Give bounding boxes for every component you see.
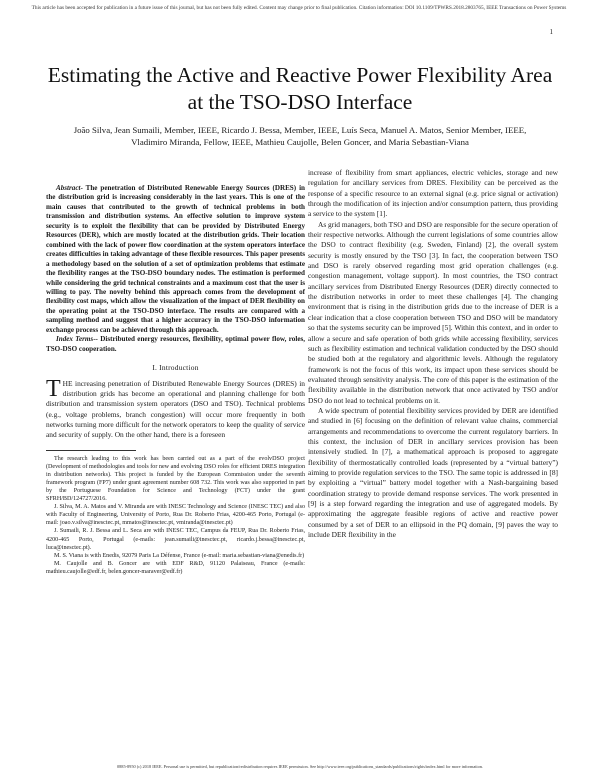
author-list: João Silva, Jean Sumaili, Member, IEEE, Ricardo J. Bessa, Member, IEEE, Luís Seca, Manuel A. Matos, Senior Member, IEEE, Vladimiro Miranda, Fellow, IEEE, Mathieu Caujolle, Belen Goncer, and Maria Sebastian-Viana	[73, 125, 527, 147]
index-terms-text: -- Distributed energy resources, flexibility, optimal power flow, roles, TSO-DSO cooperation.	[46, 335, 305, 353]
index-terms	[46, 335, 305, 354]
intro-text: HE increasing penetration of Distributed Renewable Energy Sources (DRES) in distribution grids has become an operational and planning challenge for both distribution and transmission system operators (DSO and TSO). Technical problems (e.g., voltage problems, branch congestion) will occur more frequently in both networks turning more difficult for the network operators to keep the quality of service and security of supply. On the other hand, there is a foreseen	[46, 378, 305, 440]
body-paragraph: A wide spectrum of potential flexibility services provided by DER are identified and studied in [6] focusing on the definition of relevant value chains, commercial arrangements and recommendations to overcome the current regulatory barriers. In this context, the inclusion of DER in ancillary services provision has been intensively studied. In [7], a mathematical approach is proposed to aggregate flexibility of thermostatically controlled loads (represented by a “virtual battery”) aiming to provide regulation services to the TSO. The same topic is addressed in [8] by exploiting a “virtual” battery model together with a Nash-bargaining based coordination strategy to provide demand response services. The work presented in [9] is a step forward regarding the integration and use of aggregated models. By approximating the aggregate feasible regions of active and reactive power consumed by a set of DER to an ellipsoid in the PQ domain, [9] paves the way to include DER flexibility in the	[308, 405, 558, 540]
drop-cap: T	[46, 375, 61, 402]
footnotes	[46, 455, 305, 576]
right-column	[308, 168, 558, 540]
footnote-rule	[46, 450, 136, 451]
page-number: 1	[549, 28, 553, 36]
section-heading-introduction: I. Introduction	[152, 363, 199, 373]
footnote: M. Caujolle and B. Goncer are with EDF R&D, 91120 Palaiseau, France (e-mails: mathieu.caujolle@edf.fr, belen.goncer-maraver@edf.fr)	[46, 560, 305, 575]
index-terms-lead: Index Terms	[56, 335, 94, 344]
paper-title: Estimating the Active and Reactive Power Flexibility Area at the TSO-DSO Interface	[47, 63, 553, 114]
body-paragraph: As grid managers, both TSO and DSO are responsible for the secure operation of their respective networks. Although the current legislations of some countries allow the DSO to contract flexibility (e.g. Sweden, Finland) [2], the overall system security is mostly ensured by the TSO [3]. In fact, the cooperation between TSO and DSO is rarely observed regarding most grid operation challenges (e.g. congestion management, voltage support). In most countries, the TSO contract ancillary services from Distributed Energy Resources (DER) directly connected to the distribution networks in order to meet these challenges [4]. The changing environment that is rising in the distribution grids due to the increase of DER is a clear indication that a close cooperation between TSO and DSO will be mandatory so that the systems security can be improved [5]. Within this context, and in order to allow a secure and safe operation of both grids while accessing flexibility, services such as flexibility estimation and technical validation conducted by the DSO should be studied both at the regulatory and algorithmic levels. Although the regulatory framework is not the focus of this work, its impact upon these services should be evaluated through sensitivity analysis. The core of this paper is the estimation of the flexibility available in the distribution network that once activated by TSO and/or DSO do not lead to technical problems on it.	[308, 219, 558, 405]
intro-paragraph	[46, 375, 305, 441]
footnote: J. Sumaili, R. J. Bessa and L. Seca are with INESC TEC, Campus da FEUP, Rua Dr. Roberto Frias, 4200-465 Porto, Portugal (e-mails: jean.sumaili@inesctec.pt, ricardo.j.bessa@inesctec.pt, luca@inesctec.pt).	[46, 528, 305, 551]
footnote: J. Silva, M. A. Matos and V. Miranda are with INESC Technology and Science (INESC TEC) and also with Faculty of Engineering, University of Porto, Rua Dr. Roberto Frias, 4200-465 Porto, Portugal (e-mail: joao.v.silva@inesctec.pt, mmatos@inesctec.pt, vmiranda@inesctec.pt)	[46, 504, 305, 527]
left-column	[46, 184, 305, 576]
body-paragraph: increase of flexibility from smart appliances, electric vehicles, storage and new regulation for ancillary services from DRES. Flexibility can be perceived as the response of a specific resource to an external signal (e.g. price signal or activation) through the modification of its injection and/or consumption pattern, thus providing a service to the system [1].	[308, 168, 558, 219]
footnote: M. S. Viana is with Enedis, 92079 Paris La Défense, France (e-mail: maria.sebastian-viana@enedis.fr)	[54, 552, 305, 559]
abstract	[46, 184, 305, 335]
abstract-lead: Abstract	[56, 184, 81, 192]
copyright-footer: 0885-8950 (c) 2018 IEEE. Personal use is permitted, but republication/redistribution requires IEEE permission. See http://www.ieee.org/publications_standards/publications/rights/index.html for more information.	[117, 764, 483, 769]
footnote: The research leading to this work has been carried out as a part of the evolvDSO project (Development of methodologies and tools for new and evolving DSO roles for efficient DRES integration in distribution networks). This project is funded by the European Commission under the seventh framework program (FP7) under grant agreement number 608 732. This work was also supported in part by the Portuguese Foundation for Science and Technology (FCT) under the grant SFRH/BD/124727/2016.	[46, 455, 305, 503]
abstract-text: - The penetration of Distributed Renewable Energy Sources (DRES) in the distribution grid is increasing considerably in the last years. This is one of the main causes that contributed to the growth of technical problems in both transmission and distribution systems. An effective solution to improve system security is to exploit the flexibility that can be provided by Distributed Energy Resources (DER), which are mostly located at the distribution grids. Their location combined with the lack of power flow coordination at the system operators interface creates difficulties in taking advantage of these flexible resources. This paper presents a methodology based on the solution of a set of optimization problems that estimate the flexibility ranges at the TSO-DSO boundary nodes. The estimation is performed while considering the grid technical constraints and a maximum cost that the user is willing to pay. The novelty behind this approach comes from the development of flexibility cost maps, which allow the visualization of the impact of DER flexibility on the operating point at the TSO-DSO interface. The results are compared with a sampling method and suggest that a higher accuracy in the TSO-DSO information exchange process can be achieved through this approach.	[46, 184, 305, 334]
journal-header-note: This article has been accepted for publication in a future issue of this journal, but has not been fully edited. Content may change prior to final publication. Citation information: DOI 10.1109/TPWRS.2018.2803765, IEEE Transactions on Power Systems	[31, 5, 567, 11]
